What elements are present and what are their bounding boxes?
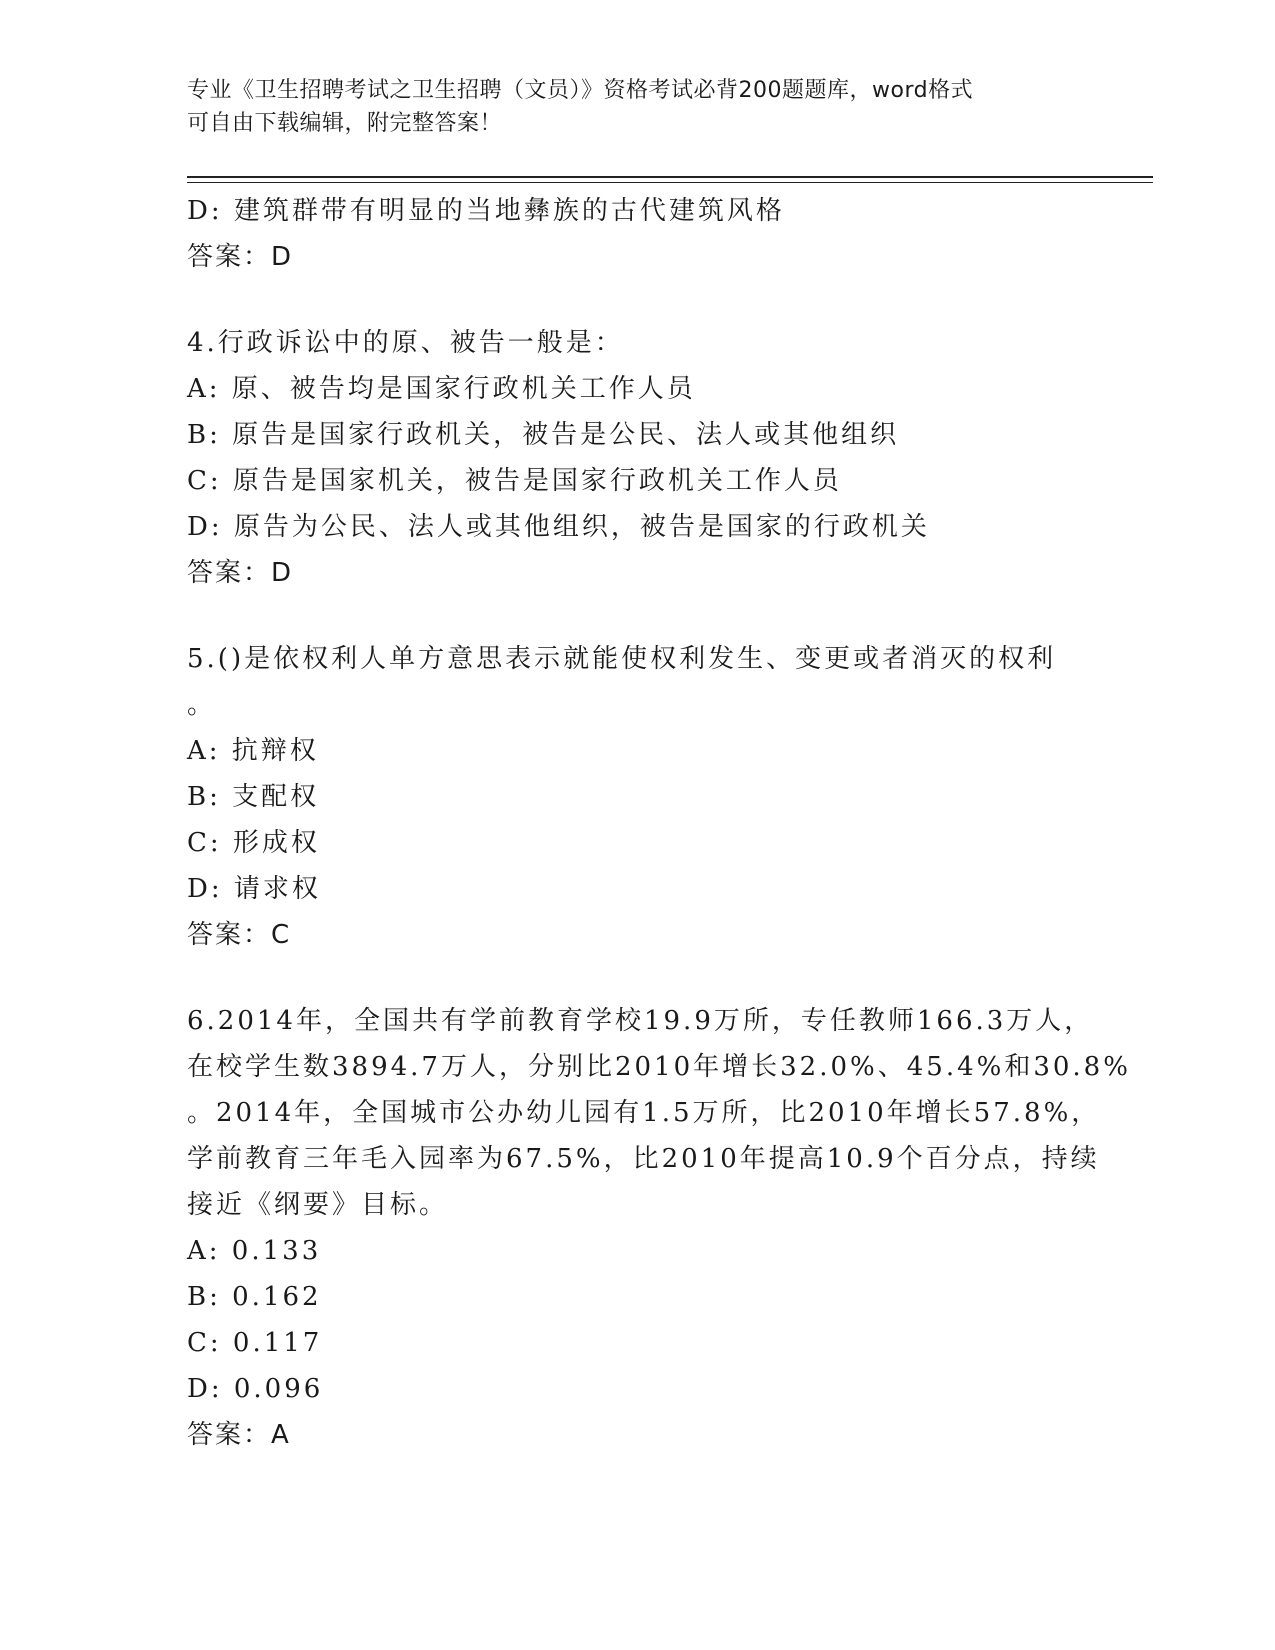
spacer bbox=[187, 596, 1087, 636]
q5-answer: 答案：C bbox=[187, 920, 292, 950]
question-6 bbox=[187, 998, 1131, 1458]
q4-option-b: B: 原告是国家行政机关，被告是公民、法人或其他组织 bbox=[187, 420, 900, 450]
q4-option-a: A: 原、被告均是国家行政机关工作人员 bbox=[187, 374, 696, 404]
q4-stem: 4.行政诉讼中的原、被告一般是： bbox=[187, 328, 624, 358]
question-5 bbox=[187, 636, 1087, 958]
q5-option-a: A: 抗辩权 bbox=[187, 736, 319, 766]
header-line-1: 专业《卫生招聘考试之卫生招聘（文员）》资格考试必背200题题库，word格式 bbox=[187, 78, 974, 103]
q6-option-b: B: 0.162 bbox=[187, 1282, 322, 1312]
q4-answer: 答案：D bbox=[187, 558, 294, 588]
q5-option-b: B: 支配权 bbox=[187, 782, 320, 812]
q3-answer: 答案：D bbox=[187, 242, 294, 272]
q5-option-c: C: 形成权 bbox=[187, 828, 320, 858]
q4-option-c: C: 原告是国家机关，被告是国家行政机关工作人员 bbox=[187, 466, 842, 496]
header-line-2: 可自由下载编辑，附完整答案！ bbox=[187, 111, 503, 136]
q5-stem-line-1: 5.()是依权利人单方意思表示就能使权利发生、变更或者消灭的权利 bbox=[187, 644, 1057, 674]
header-divider-thin bbox=[187, 182, 1153, 183]
q6-option-d: D: 0.096 bbox=[187, 1374, 324, 1404]
q5-stem-line-2: 。 bbox=[187, 690, 217, 720]
q6-answer: 答案：A bbox=[187, 1420, 291, 1450]
q6-stem-line-5: 接近《纲要》目标。 bbox=[187, 1190, 449, 1220]
q6-stem-line-2: 在校学生数3894.7万人，分别比2010年增长32.0%、45.4%和30.8% bbox=[187, 1052, 1131, 1082]
document-header bbox=[187, 74, 1087, 140]
question-4 bbox=[187, 320, 1087, 596]
q6-option-c: C: 0.117 bbox=[187, 1328, 323, 1358]
question-3 bbox=[187, 188, 1087, 280]
q6-stem-line-1: 6.2014年，全国共有学前教育学校19.9万所，专任教师166.3万人， bbox=[187, 1006, 1094, 1036]
question-content bbox=[187, 188, 1131, 1458]
q6-stem-line-4: 学前教育三年毛入园率为67.5%，比2010年提高10.9个百分点，持续 bbox=[187, 1144, 1100, 1174]
spacer bbox=[187, 958, 1087, 998]
header-divider-thick bbox=[187, 176, 1153, 178]
spacer bbox=[187, 280, 1087, 320]
q3-option-d: D: 建筑群带有明显的当地彝族的古代建筑风格 bbox=[187, 196, 785, 226]
q6-option-a: A: 0.133 bbox=[187, 1236, 322, 1266]
q5-option-d: D: 请求权 bbox=[187, 874, 321, 904]
q6-stem-line-3: 。2014年，全国城市公办幼儿园有1.5万所，比2010年增长57.8%， bbox=[187, 1098, 1101, 1128]
q4-option-d: D: 原告为公民、法人或其他组织，被告是国家的行政机关 bbox=[187, 512, 930, 542]
